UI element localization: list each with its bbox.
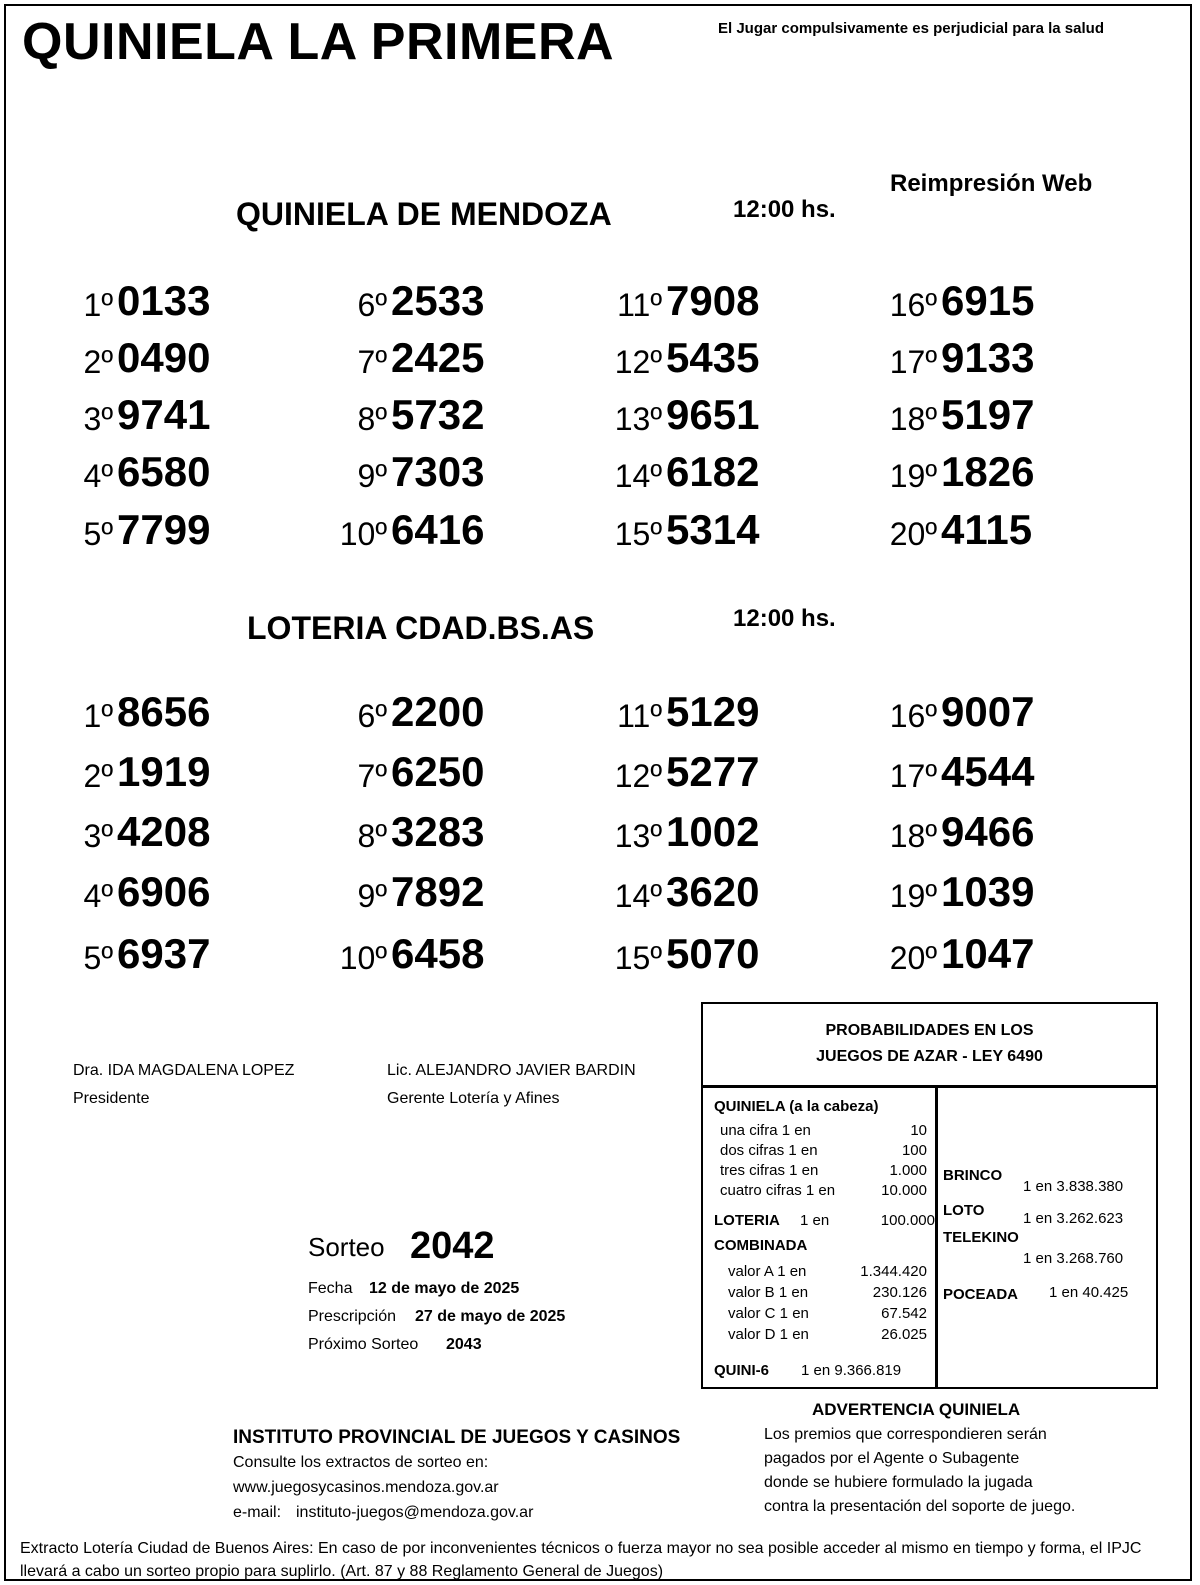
brinco-value: 1 en 3.838.380 — [1023, 1178, 1124, 1195]
result-cell — [331, 506, 491, 562]
result-position: 2º — [83, 758, 113, 794]
loto-label: LOTO — [943, 1202, 985, 1219]
result-position: 15º — [614, 516, 662, 552]
result-cell — [331, 868, 491, 924]
probabilities-title-line1: PROBABILIDADES EN LOS — [825, 1022, 1034, 1039]
institute-email-label: e-mail: — [233, 1504, 282, 1521]
loteria-prob-en: 1 en — [800, 1212, 830, 1229]
result-number: 1047 — [941, 930, 1035, 977]
result-number: 5732 — [391, 391, 485, 438]
result-position: 7º — [357, 344, 387, 380]
result-number: 7892 — [391, 868, 485, 915]
result-number: 1039 — [941, 868, 1035, 915]
advertencia-line: contra la presentación del soporte de juego. — [764, 1498, 1076, 1515]
probability-label: valor C 1 en — [728, 1305, 809, 1322]
result-cell — [881, 506, 1041, 562]
result-position: 13º — [614, 401, 662, 437]
result-number: 0133 — [117, 277, 211, 324]
result-position: 3º — [83, 401, 113, 437]
loteria-time: 12:00 hs. — [733, 605, 836, 632]
result-number: 4115 — [941, 506, 1033, 553]
result-cell — [57, 506, 217, 562]
probability-label: valor A 1 en — [728, 1263, 807, 1280]
probabilities-title-line2: JUEGOS DE AZAR - LEY 6490 — [816, 1048, 1043, 1065]
poceada-label: POCEADA — [943, 1286, 1019, 1303]
result-number: 7303 — [391, 448, 485, 495]
result-cell — [57, 448, 217, 504]
result-position: 20º — [889, 516, 937, 552]
advertencia-line: Los premios que correspondieren serán — [764, 1426, 1047, 1443]
result-position: 18º — [889, 818, 937, 854]
result-number: 7799 — [117, 506, 211, 553]
signature-right-name: Lic. ALEJANDRO JAVIER BARDIN — [387, 1062, 636, 1079]
result-position: 9º — [357, 458, 387, 494]
result-number: 5129 — [666, 688, 760, 735]
probability-value: 10 — [910, 1122, 927, 1139]
result-cell — [57, 391, 217, 447]
fecha-label: Fecha — [308, 1280, 353, 1297]
result-number: 9466 — [941, 808, 1035, 855]
result-cell — [606, 277, 766, 333]
result-position: 11º — [617, 287, 662, 323]
mendoza-title: QUINIELA DE MENDOZA — [236, 196, 612, 232]
result-number: 6416 — [391, 506, 485, 553]
page-title: QUINIELA LA PRIMERA — [22, 13, 615, 71]
prescripcion-label: Prescripción — [308, 1308, 397, 1325]
probability-label: una cifra 1 en — [720, 1122, 811, 1139]
result-number: 0490 — [117, 334, 211, 381]
result-cell — [881, 868, 1041, 924]
result-number: 5070 — [666, 930, 760, 977]
result-cell — [57, 930, 217, 986]
result-position: 4º — [83, 458, 113, 494]
result-number: 7908 — [666, 277, 760, 324]
result-cell — [57, 277, 217, 333]
result-cell — [606, 448, 766, 504]
result-cell — [606, 334, 766, 390]
result-cell — [881, 930, 1041, 986]
result-cell — [881, 748, 1041, 804]
result-position: 8º — [357, 818, 387, 854]
result-cell — [881, 277, 1041, 333]
result-position: 13º — [614, 818, 662, 854]
institute-email[interactable]: instituto-juegos@mendoza.gov.ar — [296, 1504, 534, 1521]
result-cell — [606, 391, 766, 447]
probability-value: 100 — [901, 1142, 927, 1159]
result-number: 6937 — [117, 930, 211, 977]
quini6-label: QUINI-6 — [714, 1362, 770, 1379]
result-cell — [606, 808, 766, 864]
telekino-label: TELEKINO — [943, 1229, 1019, 1246]
result-position: 1º — [83, 287, 113, 323]
probability-value: 10.000 — [881, 1182, 927, 1199]
result-number: 3620 — [666, 868, 760, 915]
result-position: 15º — [614, 940, 662, 976]
probability-label: dos cifras 1 en — [720, 1142, 818, 1159]
fecha-value: 12 de mayo de 2025 — [369, 1280, 520, 1297]
probabilities-box — [701, 1002, 1158, 1389]
signature-left-name: Dra. IDA MAGDALENA LOPEZ — [73, 1062, 295, 1079]
result-cell — [881, 448, 1041, 504]
result-number: 5435 — [666, 334, 760, 381]
mendoza-time: 12:00 hs. — [733, 196, 836, 223]
probabilities-header — [703, 1004, 1156, 1088]
result-number: 5277 — [666, 748, 760, 795]
sorteo-number: 2042 — [410, 1225, 495, 1267]
combinada-label: COMBINADA — [714, 1237, 808, 1254]
result-position: 14º — [614, 458, 662, 494]
probability-value: 26.025 — [881, 1326, 927, 1343]
result-number: 6458 — [391, 930, 485, 977]
result-cell — [331, 930, 491, 986]
probability-label: valor B 1 en — [728, 1284, 809, 1301]
institute-title: INSTITUTO PROVINCIAL DE JUEGOS Y CASINOS — [233, 1427, 681, 1448]
probability-value: 1.000 — [889, 1162, 927, 1179]
probability-value: 1.344.420 — [860, 1263, 927, 1280]
result-number: 9651 — [666, 391, 760, 438]
result-cell — [331, 334, 491, 390]
result-position: 12º — [614, 758, 662, 794]
result-number: 6250 — [391, 748, 485, 795]
result-number: 6182 — [666, 448, 760, 495]
result-cell — [57, 748, 217, 804]
result-number: 2200 — [391, 688, 485, 735]
institute-line1: Consulte los extractos de sorteo en: — [233, 1454, 489, 1471]
advertencia-line: donde se hubiere formulado la jugada — [764, 1474, 1033, 1491]
probability-label: cuatro cifras 1 en — [720, 1182, 836, 1199]
loteria-prob-label: LOTERIA — [714, 1212, 780, 1229]
probability-value: 67.542 — [881, 1305, 927, 1322]
probabilities-divider — [935, 1088, 938, 1387]
result-position: 12º — [614, 344, 662, 380]
result-number: 5197 — [941, 391, 1035, 438]
result-position: 19º — [889, 878, 937, 914]
result-number: 2533 — [391, 277, 485, 324]
result-number: 4208 — [117, 808, 211, 855]
result-number: 6915 — [941, 277, 1035, 324]
result-cell — [606, 868, 766, 924]
result-cell — [331, 688, 491, 744]
result-number: 5314 — [666, 506, 760, 553]
result-cell — [881, 391, 1041, 447]
result-position: 9º — [357, 878, 387, 914]
result-cell — [57, 868, 217, 924]
quini6-value: 1 en 9.366.819 — [801, 1362, 902, 1379]
result-cell — [881, 334, 1041, 390]
result-position: 17º — [889, 344, 937, 380]
result-number: 9133 — [941, 334, 1035, 381]
advertencia-title: ADVERTENCIA QUINIELA — [812, 1400, 1021, 1419]
result-position: 16º — [889, 698, 937, 734]
result-position: 18º — [889, 401, 937, 437]
result-position: 7º — [357, 758, 387, 794]
result-position: 5º — [83, 940, 113, 976]
result-position: 11º — [617, 698, 662, 734]
result-number: 6906 — [117, 868, 211, 915]
result-position: 6º — [357, 287, 387, 323]
probability-label: tres cifras 1 en — [720, 1162, 819, 1179]
proximo-value: 2043 — [446, 1336, 482, 1353]
result-number: 4544 — [941, 748, 1035, 795]
result-cell — [881, 808, 1041, 864]
result-position: 6º — [357, 698, 387, 734]
result-number: 1919 — [117, 748, 211, 795]
result-position: 14º — [614, 878, 662, 914]
result-number: 6580 — [117, 448, 211, 495]
proximo-label: Próximo Sorteo — [308, 1336, 419, 1353]
result-number: 8656 — [117, 688, 211, 735]
result-position: 8º — [357, 401, 387, 437]
result-position: 17º — [889, 758, 937, 794]
result-position: 4º — [83, 878, 113, 914]
result-position: 20º — [889, 940, 937, 976]
result-cell — [331, 448, 491, 504]
telekino-value: 1 en 3.268.760 — [1023, 1250, 1124, 1267]
result-number: 3283 — [391, 808, 485, 855]
result-cell — [331, 391, 491, 447]
loteria-prob-value: 100.000 — [880, 1212, 935, 1229]
result-position: 5º — [83, 516, 113, 552]
poceada-value: 1 en 40.425 — [1049, 1284, 1129, 1301]
result-position: 10º — [339, 516, 387, 552]
probability-value: 230.126 — [872, 1284, 927, 1301]
advertencia-line: pagados por el Agente o Subagente — [764, 1450, 1020, 1467]
reprint-label: Reimpresión Web — [890, 170, 1093, 197]
probability-label: valor D 1 en — [728, 1326, 809, 1343]
signature-right-role: Gerente Lotería y Afines — [387, 1090, 560, 1107]
loto-value: 1 en 3.262.623 — [1023, 1210, 1124, 1227]
health-warning: El Jugar compulsivamente es perjudicial para la salud — [718, 20, 1104, 37]
result-number: 9007 — [941, 688, 1035, 735]
result-cell — [57, 808, 217, 864]
result-cell — [606, 688, 766, 744]
result-number: 9741 — [117, 391, 211, 438]
result-cell — [606, 748, 766, 804]
quiniela-label: QUINIELA (a la cabeza) — [714, 1098, 879, 1115]
result-position: 10º — [339, 940, 387, 976]
result-number: 1826 — [941, 448, 1035, 495]
prescripcion-value: 27 de mayo de 2025 — [415, 1308, 566, 1325]
institute-website[interactable]: www.juegosycasinos.mendoza.gov.ar — [233, 1479, 499, 1496]
result-position: 2º — [83, 344, 113, 380]
result-cell — [331, 808, 491, 864]
result-cell — [331, 748, 491, 804]
loteria-title: LOTERIA CDAD.BS.AS — [247, 610, 595, 646]
result-cell — [331, 277, 491, 333]
result-cell — [57, 688, 217, 744]
result-position: 3º — [83, 818, 113, 854]
result-number: 2425 — [391, 334, 485, 381]
result-position: 16º — [889, 287, 937, 323]
result-cell — [881, 688, 1041, 744]
signature-left-role: Presidente — [73, 1090, 150, 1107]
result-number: 1002 — [666, 808, 760, 855]
brinco-label: BRINCO — [943, 1167, 1003, 1184]
result-position: 19º — [889, 458, 937, 494]
footer-note: Extracto Lotería Ciudad de Buenos Aires: En caso de por inconvenientes técnicos o fuerza mayor no sea posible acceder al mismo en tiempo y forma, el IPJC llevará a cabo un sorteo propio para suplirlo. (Art. 87 y 88 Reglamento General de Juegos) — [20, 1540, 1142, 1580]
result-cell — [57, 334, 217, 390]
result-position: 1º — [83, 698, 113, 734]
result-cell — [606, 930, 766, 986]
result-cell — [606, 506, 766, 562]
sorteo-label: Sorteo — [308, 1232, 385, 1262]
